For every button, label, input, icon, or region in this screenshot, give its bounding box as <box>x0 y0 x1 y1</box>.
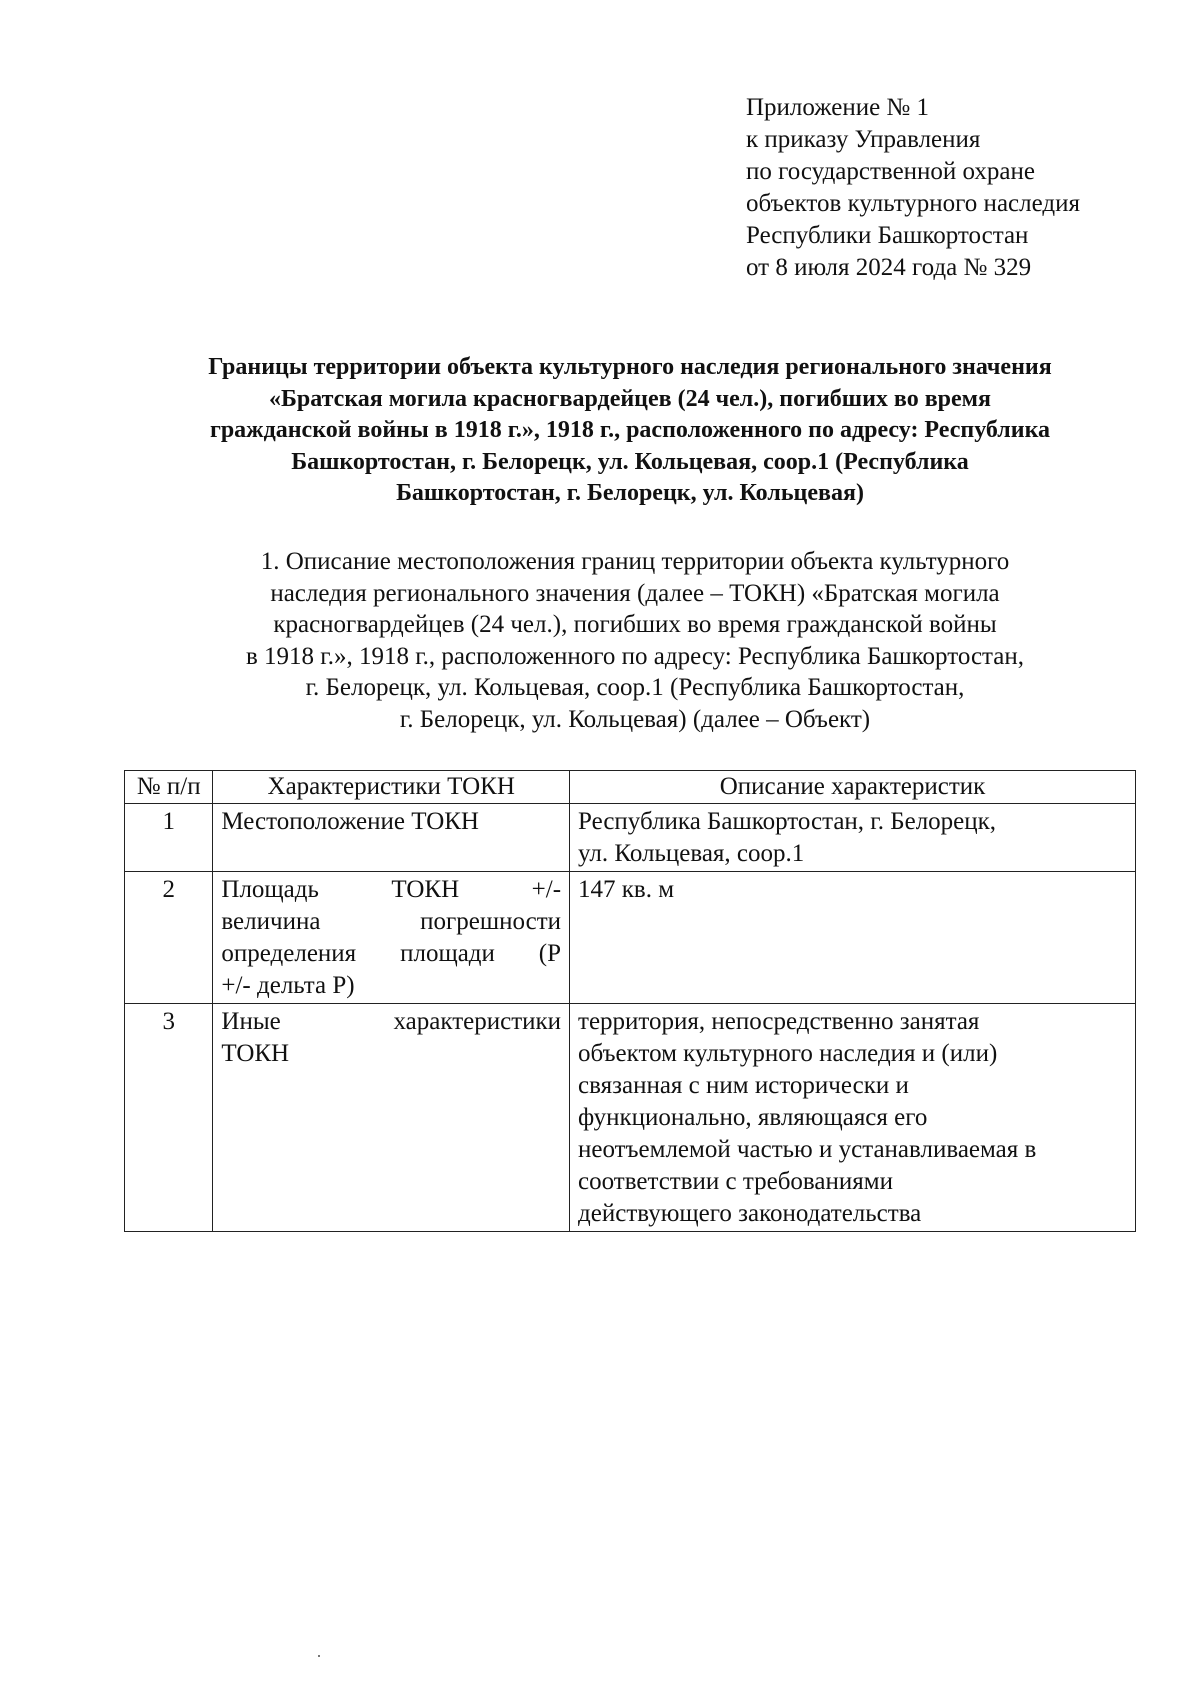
column-header-characteristic: Характеристики ТОКН <box>213 771 570 804</box>
column-header-description: Описание характеристик <box>570 771 1136 804</box>
appendix-line: Республики Башкортостан <box>746 222 1029 249</box>
description-line: соответствии с требованиями <box>578 1168 893 1195</box>
description-line: объектом культурного наследия и (или) <box>578 1040 998 1067</box>
description-line: Республика Башкортостан, г. Белорецк, <box>578 808 997 835</box>
section-heading <box>160 546 1110 735</box>
characteristic-line: Иные характеристики <box>221 1008 562 1035</box>
title-line: Башкортостан, г. Белорецк, ул. Кольцевая, соор.1 (Республика <box>291 448 969 475</box>
appendix-line: объектов культурного наследия <box>746 190 1080 217</box>
description-line: неотъемлемой частью и устанавливаемая в <box>578 1136 1037 1163</box>
table-row <box>125 872 1136 1004</box>
section-line: г. Белорецк, ул. Кольцевая, соор.1 (Республика Башкортостан, <box>305 674 965 701</box>
appendix-header <box>746 92 1080 284</box>
characteristic-line: определения площади (Р <box>221 940 562 967</box>
column-header-number: № п/п <box>125 771 213 804</box>
description-line: ул. Кольцевая, соор.1 <box>578 840 805 867</box>
row-number: 1 <box>125 804 213 872</box>
description-line: действующего законодательства <box>578 1200 922 1227</box>
description-line: функционально, являющаяся его <box>578 1104 928 1131</box>
appendix-line: по государственной охране <box>746 158 1036 185</box>
row-description <box>570 1004 1136 1232</box>
characteristics-table <box>124 770 1136 1232</box>
row-description <box>570 804 1136 872</box>
section-line: наследия регионального значения (далее – ТОКН) «Братская могила <box>270 579 1000 607</box>
row-characteristic <box>213 804 570 872</box>
section-line: в 1918 г.», 1918 г., расположенного по адресу: Республика Башкортостан, <box>245 642 1024 670</box>
description-line: 147 кв. м <box>578 876 675 903</box>
characteristic-line: ТОКН <box>221 1040 290 1067</box>
document-title <box>110 352 1150 510</box>
section-line: красногвардейцев (24 чел.), погибших во время гражданской войны <box>273 611 997 638</box>
appendix-line: к приказу Управления <box>746 126 981 153</box>
title-line: Границы территории объекта культурного наследия регионального значения <box>208 354 1052 380</box>
table-row <box>125 1004 1136 1232</box>
row-number: 2 <box>125 872 213 1004</box>
title-line: «Братская могила красногвардейцев (24 чел.), погибших во время <box>269 385 991 412</box>
description-line: территория, непосредственно занятая <box>578 1008 980 1035</box>
description-line: связанная с ним исторически и <box>578 1072 909 1099</box>
table-header-row <box>125 771 1136 804</box>
scan-speck <box>318 1655 320 1657</box>
characteristic-line: +/- дельта Р) <box>221 972 355 999</box>
appendix-line: от 8 июля 2024 года № 329 <box>746 254 1032 281</box>
title-line: Башкортостан, г. Белорецк, ул. Кольцевая) <box>396 480 864 506</box>
characteristic-line: Площадь ТОКН +/- <box>221 876 562 903</box>
section-line: 1. Описание местоположения границ территории объекта культурного <box>260 548 1010 575</box>
section-line: г. Белорецк, ул. Кольцевая) (далее – Объект) <box>399 705 871 733</box>
appendix-line: Приложение № 1 <box>746 94 930 121</box>
characteristic-line: Местоположение ТОКН <box>221 808 479 835</box>
row-characteristic <box>213 1004 570 1232</box>
row-description <box>570 872 1136 1004</box>
characteristic-line: величина погрешности <box>221 908 562 935</box>
table-row <box>125 804 1136 872</box>
row-characteristic <box>213 872 570 1004</box>
title-line: гражданской войны в 1918 г.», 1918 г., расположенного по адресу: Республика <box>209 417 1051 443</box>
row-number: 3 <box>125 1004 213 1232</box>
